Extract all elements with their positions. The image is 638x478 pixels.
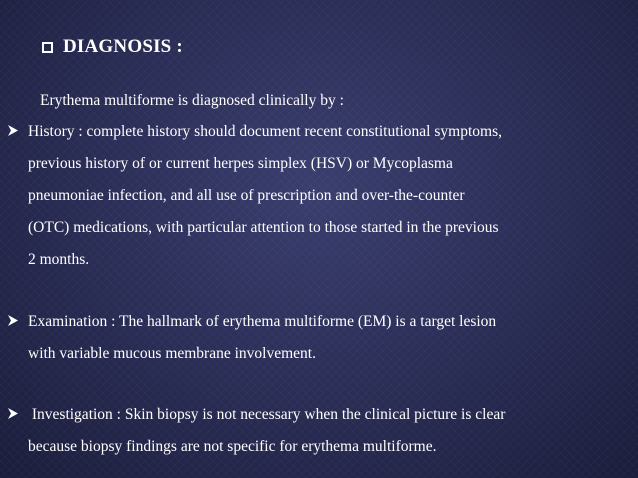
bullet-text: Examination : The hallmark of erythema multiforme (EM) is a target lesion <box>28 313 497 330</box>
bullet-line: pneumoniae infection, and all use of prescription and over-the-counter <box>28 187 465 204</box>
slide-heading <box>42 36 183 58</box>
bullet-line: (OTC) medications, with particular attention to those started in the previous <box>28 219 499 236</box>
arrowhead-bullet-icon <box>7 399 28 431</box>
bullet-line: 2 months. <box>28 251 90 268</box>
checkbox-square-icon <box>42 42 53 53</box>
bullet-examination <box>7 306 635 370</box>
bullet-investigation <box>7 399 635 463</box>
arrowhead-bullet-icon <box>7 306 28 338</box>
bullet-line: with variable mucous membrane involvement. <box>28 345 316 362</box>
bullet-line <box>7 399 635 431</box>
bullet-line: because biopsy findings are not specific for erythema multiforme. <box>28 438 437 455</box>
bullet-line <box>7 116 635 148</box>
bullet-line <box>7 306 635 338</box>
bullet-line: previous history of or current herpes simplex (HSV) or Mycoplasma <box>28 155 453 172</box>
bullet-text: History : complete history should document recent constitutional symptoms, <box>28 123 502 140</box>
intro-text: Erythema multiforme is diagnosed clinically by : <box>40 92 344 109</box>
bullet-text: Investigation : Skin biopsy is not necessary when the clinical picture is clear <box>28 406 506 423</box>
heading-title: DIAGNOSIS : <box>63 36 183 57</box>
bullet-history <box>7 116 635 276</box>
arrowhead-bullet-icon <box>7 116 28 148</box>
